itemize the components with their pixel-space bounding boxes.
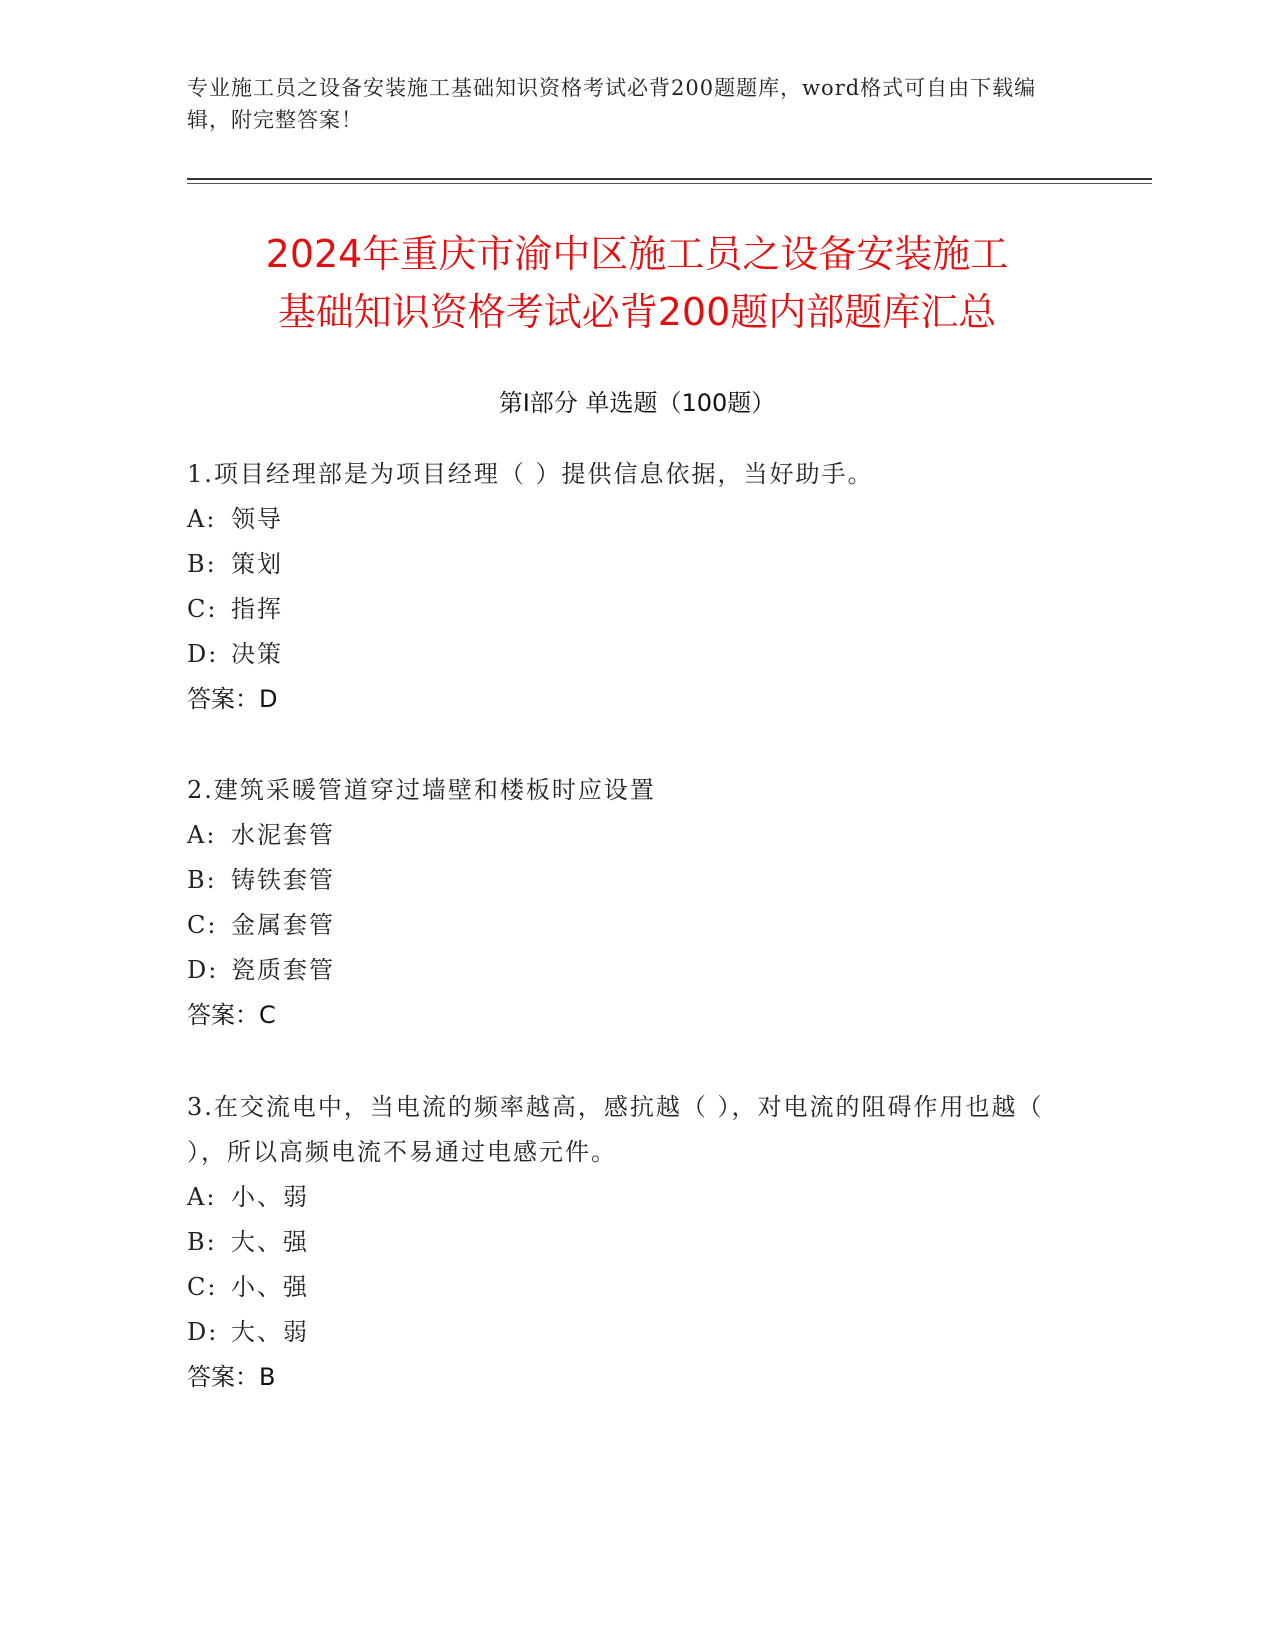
option-key: D: xyxy=(187,1318,219,1346)
option-d xyxy=(187,1310,1067,1355)
option-text: 指挥 xyxy=(231,595,283,623)
header-rule-thick xyxy=(187,178,1152,180)
option-b xyxy=(187,542,1067,587)
option-c xyxy=(187,903,1067,948)
document-title-line-1: 2024年重庆市渝中区施工员之设备安装施工 xyxy=(265,232,1009,276)
document-title-line-2: 基础知识资格考试必背200题内部题库汇总 xyxy=(277,290,997,334)
option-key: C: xyxy=(187,911,218,939)
option-a xyxy=(187,813,1067,858)
option-d xyxy=(187,632,1067,677)
option-d xyxy=(187,948,1067,993)
option-text: 小、弱 xyxy=(231,1183,309,1211)
option-key: C: xyxy=(187,1273,218,1301)
option-key: B: xyxy=(187,1228,217,1256)
option-key: B: xyxy=(187,866,217,894)
section-title: 第Ⅰ部分 单选题（100题） xyxy=(498,389,776,417)
option-text: 大、弱 xyxy=(231,1318,309,1346)
option-c xyxy=(187,1265,1067,1310)
answer: 答案：B xyxy=(187,1363,276,1391)
option-text: 铸铁套管 xyxy=(231,866,335,894)
option-c xyxy=(187,587,1067,632)
option-key: D: xyxy=(187,640,219,668)
option-text: 水泥套管 xyxy=(231,821,335,849)
header-rule-thin xyxy=(187,183,1152,184)
option-text: 大、强 xyxy=(231,1228,309,1256)
document-title xyxy=(137,225,1137,341)
option-a xyxy=(187,497,1067,542)
option-text: 小、强 xyxy=(231,1273,309,1301)
option-b xyxy=(187,858,1067,903)
option-text: 金属套管 xyxy=(231,911,335,939)
question-stem: 3.在交流电中，当电流的频率越高，感抗越（ ），对电流的阻碍作用也越（ ），所以高频电流不易通过电感元件。 xyxy=(187,1093,1044,1166)
option-text: 领导 xyxy=(231,505,283,533)
option-key: B: xyxy=(187,550,217,578)
option-key: D: xyxy=(187,956,219,984)
option-key: A: xyxy=(187,821,217,849)
option-text: 决策 xyxy=(231,640,283,668)
answer: 答案：C xyxy=(187,1001,276,1029)
option-key: A: xyxy=(187,1183,217,1211)
question-stem: 1.项目经理部是为项目经理（ ）提供信息依据，当好助手。 xyxy=(187,460,874,488)
option-b xyxy=(187,1220,1067,1265)
option-key: C: xyxy=(187,595,218,623)
option-a xyxy=(187,1175,1067,1220)
option-text: 策划 xyxy=(231,550,283,578)
question-stem: 2.建筑采暖管道穿过墙壁和楼板时应设置 xyxy=(187,776,656,804)
option-text: 瓷质套管 xyxy=(231,956,335,984)
answer: 答案：D xyxy=(187,685,278,713)
option-key: A: xyxy=(187,505,217,533)
question-1 xyxy=(187,452,1067,722)
question-3 xyxy=(187,1085,1067,1400)
header-note: 专业施工员之设备安装施工基础知识资格考试必背200题题库，word格式可自由下载编辑，附完整答案！ xyxy=(187,76,1037,132)
question-2 xyxy=(187,768,1067,1038)
